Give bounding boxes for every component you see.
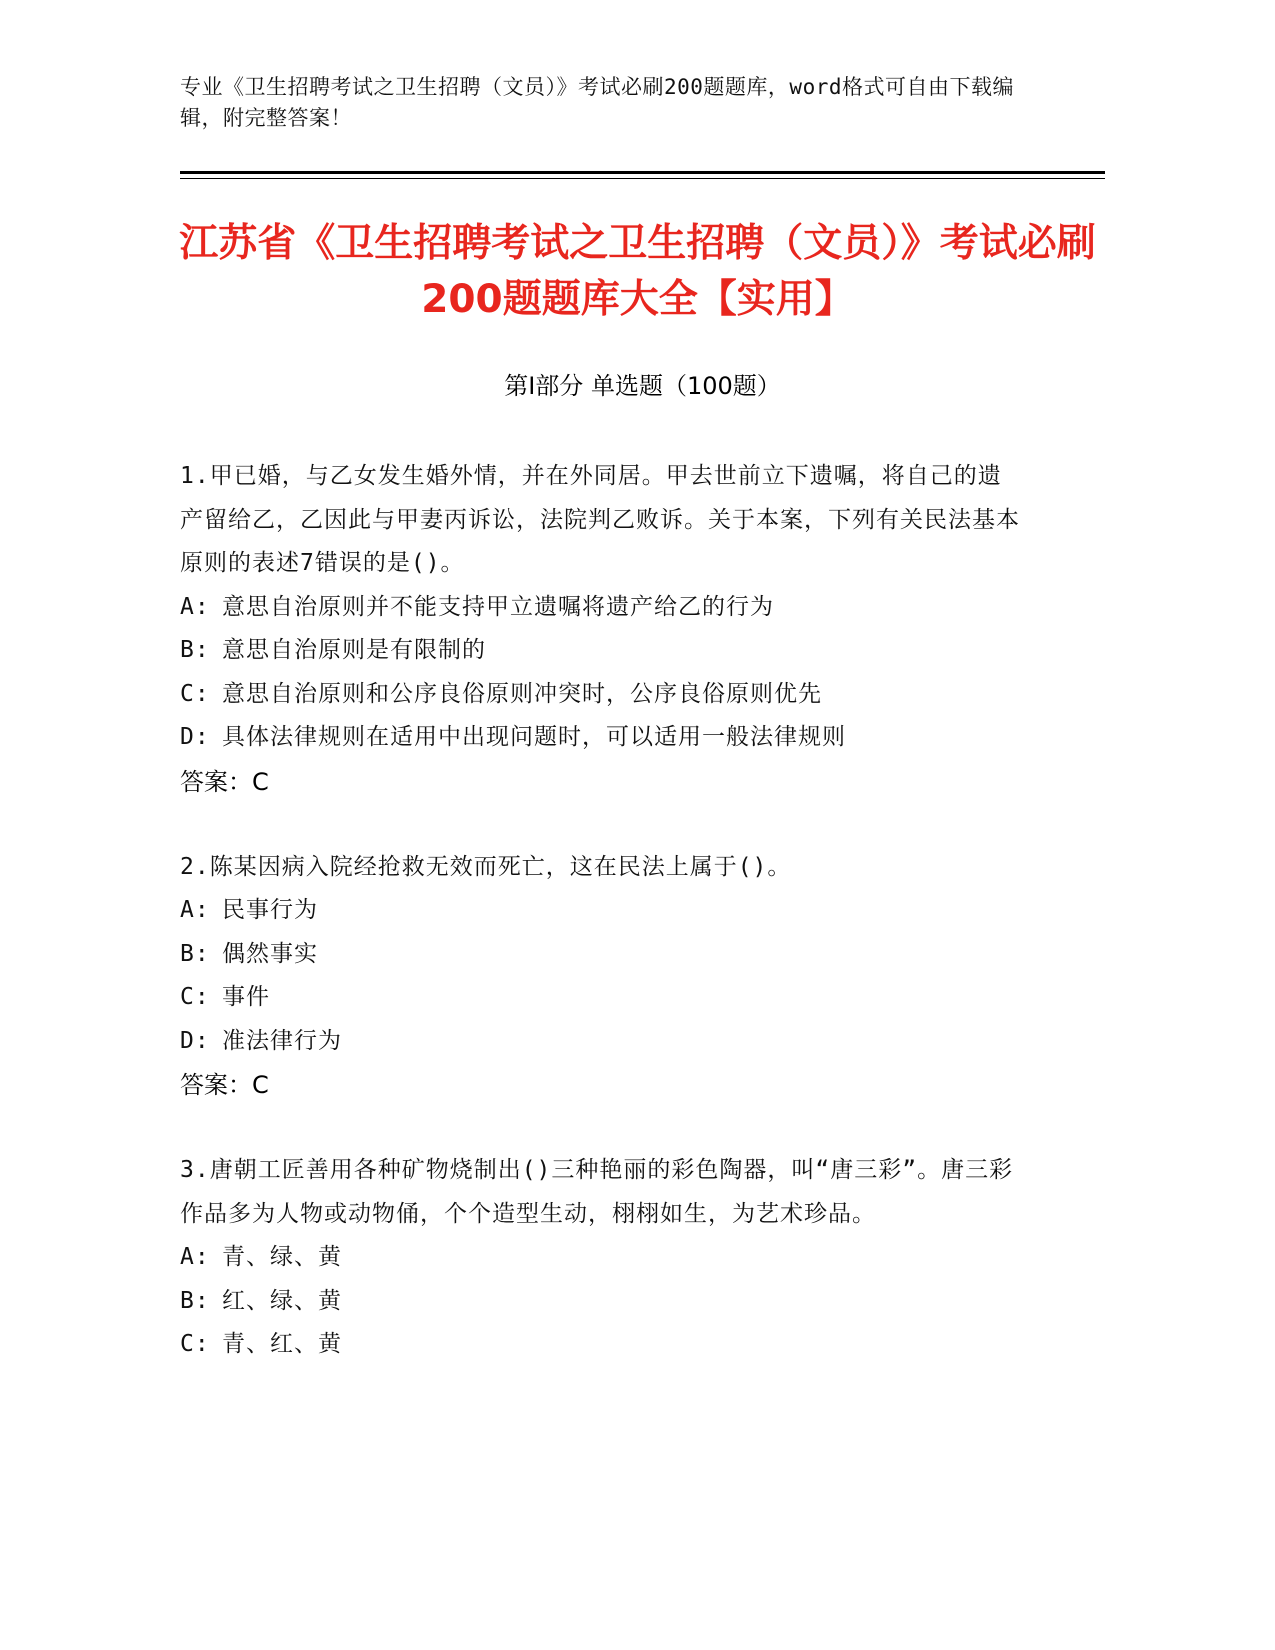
option-letter: A:	[180, 593, 210, 620]
question-list	[180, 455, 1020, 1409]
answer-label: 答案：	[180, 767, 252, 796]
option-c	[180, 976, 1020, 1020]
option-b	[180, 933, 1020, 977]
option-a	[180, 889, 1020, 933]
option-text: 青、红、黄	[222, 1331, 342, 1357]
answer-line	[180, 1063, 1020, 1107]
option-letter: B:	[180, 637, 210, 663]
option-text: 意思自治原则和公序良俗原则冲突时，公序良俗原则优先	[222, 680, 822, 707]
option-text: 青、绿、黄	[222, 1244, 342, 1270]
option-letter: B:	[180, 1287, 210, 1314]
header-divider-thin	[180, 178, 1105, 179]
answer-value: C	[252, 1071, 269, 1099]
header-note: 专业《卫生招聘考试之卫生招聘（文员）》考试必刷200题题库，word格式可自由下载编辑，附完整答案！	[180, 75, 1014, 130]
option-text: 意思自治原则是有限制的	[222, 637, 486, 663]
document-title: 江苏省《卫生招聘考试之卫生招聘（文员）》考试必刷200题题库大全【实用】	[179, 221, 1096, 322]
option-text: 准法律行为	[222, 1027, 342, 1054]
question-3	[180, 1149, 1020, 1367]
option-letter: B:	[180, 940, 210, 967]
option-text: 具体法律规则在适用中出现问题时，可以适用一般法律规则	[222, 724, 846, 750]
answer-label: 答案：	[180, 1071, 252, 1099]
option-text: 偶然事实	[222, 940, 318, 967]
question-text: 3.唐朝工匠善用各种矿物烧制出()三种艳丽的彩色陶器，叫“唐三彩”。唐三彩作品多为人物或动物俑，个个造型生动，栩栩如生，为艺术珍品。	[180, 1157, 1014, 1227]
question-1	[180, 455, 1020, 804]
question-text: 1.甲已婚，与乙女发生婚外情，并在外同居。甲去世前立下遗嘱，将自己的遗产留给乙，乙因此与甲妻丙诉讼，法院判乙败诉。关于本案，下列有关民法基本原则的表述7错误的是()。	[180, 463, 1020, 576]
section-heading: 第Ⅰ部分 单选题（100题）	[504, 372, 781, 400]
option-text: 事件	[222, 984, 270, 1010]
question-text: 2.陈某因病入院经抢救无效而死亡，这在民法上属于()。	[180, 853, 792, 880]
answer-value: C	[252, 767, 269, 796]
option-d	[180, 1020, 1020, 1064]
option-letter: A:	[180, 897, 210, 923]
option-c	[180, 1323, 1020, 1367]
option-letter: A:	[180, 1244, 210, 1270]
question-2	[180, 846, 1020, 1108]
answer-line	[180, 760, 1020, 804]
option-b	[180, 629, 1020, 673]
option-text: 民事行为	[222, 897, 318, 923]
option-c	[180, 673, 1020, 717]
option-d	[180, 716, 1020, 760]
option-letter: C:	[180, 984, 210, 1010]
option-letter: D:	[180, 1027, 210, 1054]
option-text: 意思自治原则并不能支持甲立遗嘱将遗产给乙的行为	[222, 593, 774, 620]
option-a	[180, 1236, 1020, 1280]
option-letter: C:	[180, 680, 210, 707]
header-divider-thick	[180, 171, 1105, 174]
option-a	[180, 586, 1020, 630]
option-letter: D:	[180, 724, 210, 750]
option-b	[180, 1280, 1020, 1324]
option-letter: C:	[180, 1331, 210, 1357]
option-text: 红、绿、黄	[222, 1287, 342, 1314]
